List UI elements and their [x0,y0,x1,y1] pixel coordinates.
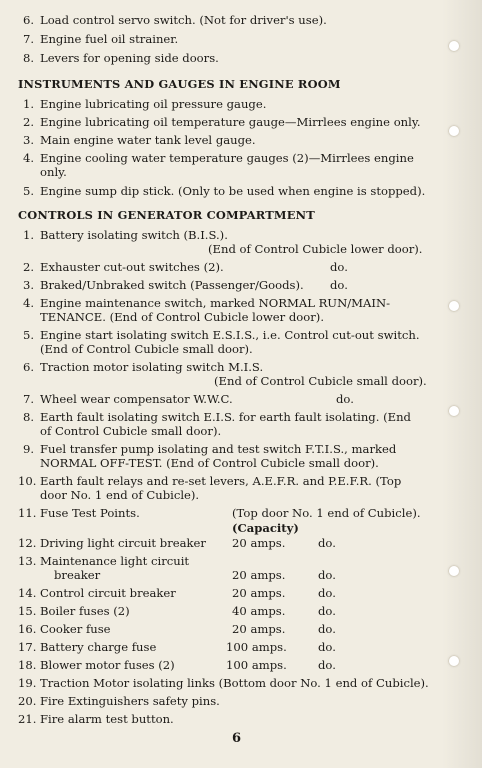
item-text: Braked/Unbraked switch (Passenger/Goods). [40,278,304,292]
item-text: Fuse Test Points. [40,506,140,520]
ditto-mark: do. [318,640,336,654]
item-text-continued: of Control Cubicle small door). [40,424,222,438]
item-number: 17. [18,640,37,654]
item-text: Boiler fuses (2) [40,604,130,618]
item-number: 13. [18,554,37,568]
item-number: 11. [18,506,37,520]
binder-hole [448,655,460,667]
item-text: Main engine water tank level gauge. [40,133,256,147]
item-number: 9. [22,442,34,456]
item-text: Engine start isolating switch E.S.I.S., i.e. Control cut-out switch. [40,328,420,342]
item-number: 7. [22,392,34,406]
item-number: 4. [22,151,34,165]
item-text: Battery charge fuse [40,640,157,654]
item-text: Exhauster cut-out switches (2). [40,260,224,274]
item-number: 16. [18,622,37,636]
item-number: 7. [22,32,34,46]
item-number: 19. [18,676,37,690]
item-text: Engine lubricating oil temperature gauge—Mirrlees engine only. [40,115,421,129]
item-text: Engine sump dip stick. (Only to be used when engine is stopped). [40,184,426,198]
item-text: Engine lubricating oil pressure gauge. [40,97,267,111]
ditto-mark: do. [318,604,336,618]
item-text: Engine maintenance switch, marked NORMAL RUN/MAIN- [40,296,391,310]
item-text: Traction Motor isolating links (Bottom door No. 1 end of Cubicle). [40,676,429,690]
item-text-continued: (End of Control Cubicle small door). [40,342,253,356]
capacity-value: 40 amps. [232,604,286,618]
ditto-mark: do. [336,392,354,406]
item-text: Earth fault relays and re-set levers, A.E.F.R. and P.E.F.R. (Top [40,474,402,488]
item-number: 2. [22,115,34,129]
page-edge-shadow [442,0,482,768]
item-text-continued: breaker [54,568,101,582]
page-number: 6 [232,731,242,746]
item-number: 1. [22,97,34,111]
ditto-mark: do. [318,536,336,550]
item-number: 21. [18,712,37,726]
item-text: Traction motor isolating switch M.I.S. [40,360,264,374]
item-number: 6. [22,13,34,27]
capacity-value: 100 amps. [226,640,287,654]
item-number: 3. [22,278,34,292]
capacity-value: 20 amps. [232,536,286,550]
item-text: Control circuit breaker [40,586,176,600]
binder-hole [448,300,460,312]
item-number: 14. [18,586,37,600]
item-number: 12. [18,536,37,550]
item-number: 1. [22,228,34,242]
capacity-value: 20 amps. [232,586,286,600]
section-heading: CONTROLS IN GENERATOR COMPARTMENT [18,208,315,222]
binder-hole [448,40,460,52]
item-text: Fuel transfer pump isolating and test switch F.T.I.S., marked [40,442,397,456]
item-number: 20. [18,694,37,708]
item-number: 6. [22,360,34,374]
item-text: Battery isolating switch (B.I.S.). [40,228,228,242]
item-text: Earth fault isolating switch E.I.S. for earth fault isolating. (End [40,410,411,424]
item-text: Wheel wear compensator W.W.C. [40,392,233,406]
item-text-continued: only. [40,165,67,179]
item-number: 4. [22,296,34,310]
item-text-continued: door No. 1 end of Cubicle). [40,488,200,502]
item-number: 8. [22,51,34,65]
item-text: Levers for opening side doors. [40,51,219,65]
binder-hole [448,125,460,137]
ditto-mark: do. [318,622,336,636]
item-text: Engine fuel oil strainer. [40,32,179,46]
item-number: 5. [22,328,34,342]
ditto-mark: do. [318,586,336,600]
ditto-mark: do. [318,658,336,672]
item-number: 5. [22,184,34,198]
ditto-mark: do. [318,568,336,582]
item-number: 8. [22,410,34,424]
item-text: Blower motor fuses (2) [40,658,175,672]
section-heading: INSTRUMENTS AND GAUGES IN ENGINE ROOM [18,77,341,91]
item-text: Fire Extinguishers safety pins. [40,694,220,708]
item-text: Engine cooling water temperature gauges (2)—Mirrlees engine [40,151,414,165]
ditto-mark: do. [330,278,348,292]
item-location: (End of Control Cubicle lower door). [208,242,423,256]
binder-hole [448,405,460,417]
item-location: (Top door No. 1 end of Cubicle). [232,506,421,520]
item-text-continued: TENANCE. (End of Control Cubicle lower door). [40,310,325,324]
item-number: 3. [22,133,34,147]
item-number: 10. [18,474,37,488]
item-text: Driving light circuit breaker [40,536,206,550]
item-text: Load control servo switch. (Not for driver's use). [40,13,327,27]
capacity-column-header: (Capacity) [232,521,299,535]
item-number: 18. [18,658,37,672]
item-text: Fire alarm test button. [40,712,174,726]
item-location: (End of Control Cubicle small door). [214,374,427,388]
item-number: 15. [18,604,37,618]
capacity-value: 20 amps. [232,568,286,582]
capacity-value: 20 amps. [232,622,286,636]
item-text: Cooker fuse [40,622,111,636]
item-number: 2. [22,260,34,274]
item-text-continued: NORMAL OFF-TEST. (End of Control Cubicle small door). [40,456,379,470]
item-text: Maintenance light circuit [40,554,190,568]
capacity-value: 100 amps. [226,658,287,672]
ditto-mark: do. [330,260,348,274]
